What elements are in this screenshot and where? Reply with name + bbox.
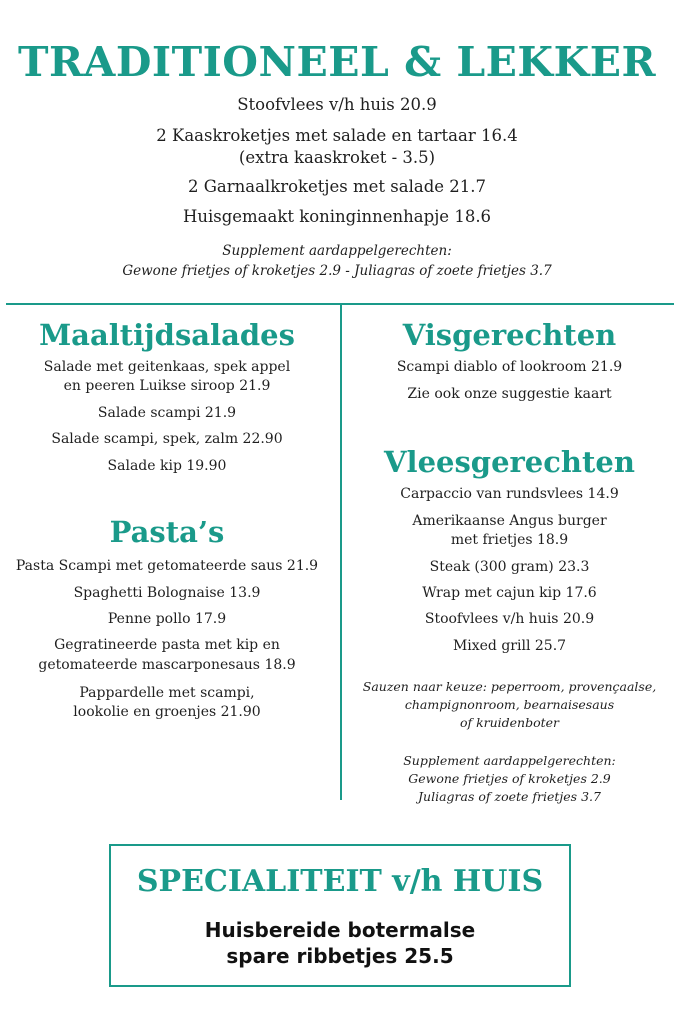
specialiteit-line: Huisbereide botermalse bbox=[204, 918, 476, 942]
menu-item: Carpaccio van rundsvlees 14.9 bbox=[400, 486, 619, 502]
menu-item: Gegratineerde pasta met kip en bbox=[54, 637, 280, 653]
menu-item: Amerikaanse Angus burger bbox=[412, 513, 607, 529]
specialiteit-title: SPECIALITEIT v/h HUIS bbox=[136, 864, 544, 899]
menu-item: getomateerde mascarponesaus 18.9 bbox=[38, 657, 296, 673]
menu-item: Scampi diablo of lookroom 21.9 bbox=[396, 359, 623, 375]
menu-item: Salade scampi, spek, zalm 22.90 bbox=[51, 431, 283, 447]
supplement-note: Juliagras of zoete frietjes 3.7 bbox=[418, 789, 601, 804]
specialiteit-line: spare ribbetjes 25.5 bbox=[226, 944, 454, 968]
menu-item: 2 Kaaskroketjes met salade en tartaar 16.4 bbox=[156, 126, 518, 145]
menu-item: 2 Garnaalkroketjes met salade 21.7 bbox=[187, 177, 487, 196]
menu-item: en peeren Luikse siroop 21.9 bbox=[63, 378, 271, 394]
page-title: TRADITIONEEL & LEKKER bbox=[17, 38, 657, 86]
menu-item: Pappardelle met scampi, bbox=[79, 685, 255, 701]
menu-item: Wrap met cajun kip 17.6 bbox=[422, 585, 597, 601]
menu-item: Zie ook onze suggestie kaart bbox=[407, 386, 612, 402]
supplement-note: Supplement aardappelgerechten: bbox=[403, 753, 616, 768]
section-title-vleesgerechten: Vleesgerechten bbox=[384, 445, 635, 479]
menu-item: Penne pollo 17.9 bbox=[107, 611, 227, 627]
menu-item: Stoofvlees v/h huis 20.9 bbox=[237, 95, 437, 114]
sauzen-note: of kruidenboter bbox=[459, 715, 560, 730]
menu-item: Huisgemaakt koninginnenhapje 18.6 bbox=[182, 207, 492, 226]
menu-item: lookolie en groenjes 21.90 bbox=[73, 704, 261, 720]
menu-item: Salade scampi 21.9 bbox=[97, 405, 237, 421]
supplement-text: Gewone frietjes of kroketjes 2.9 - Juliagras of zoete frietjes 3.7 bbox=[122, 263, 552, 279]
menu-item: Salade met geitenkaas, spek appel bbox=[43, 359, 291, 375]
sauzen-note: champignonroom, bearnaisesaus bbox=[404, 697, 615, 712]
section-title-visgerechten: Visgerechten bbox=[402, 318, 617, 352]
vertical-divider bbox=[340, 304, 342, 800]
menu-item: Steak (300 gram) 23.3 bbox=[429, 559, 590, 575]
section-title-maaltijdsalades: Maaltijdsalades bbox=[39, 318, 295, 352]
menu-item: Salade kip 19.90 bbox=[107, 458, 227, 474]
menu-item: Mixed grill 25.7 bbox=[452, 638, 567, 654]
menu-item: met frietjes 18.9 bbox=[450, 532, 569, 548]
supplement-label: Supplement aardappelgerechten: bbox=[222, 243, 452, 259]
menu-item: Spaghetti Bolognaise 13.9 bbox=[73, 585, 261, 601]
specialiteit-box bbox=[109, 844, 571, 987]
menu-item: Pasta Scampi met getomateerde saus 21.9 bbox=[15, 558, 319, 574]
menu-item: Stoofvlees v/h huis 20.9 bbox=[424, 611, 595, 627]
menu-item-extra: (extra kaaskroket - 3.5) bbox=[238, 148, 436, 167]
supplement-note: Gewone frietjes of kroketjes 2.9 bbox=[408, 771, 611, 786]
section-title-pastas: Pasta’s bbox=[109, 515, 225, 549]
sauzen-note: Sauzen naar keuze: peperroom, provençaalse, bbox=[362, 679, 657, 694]
